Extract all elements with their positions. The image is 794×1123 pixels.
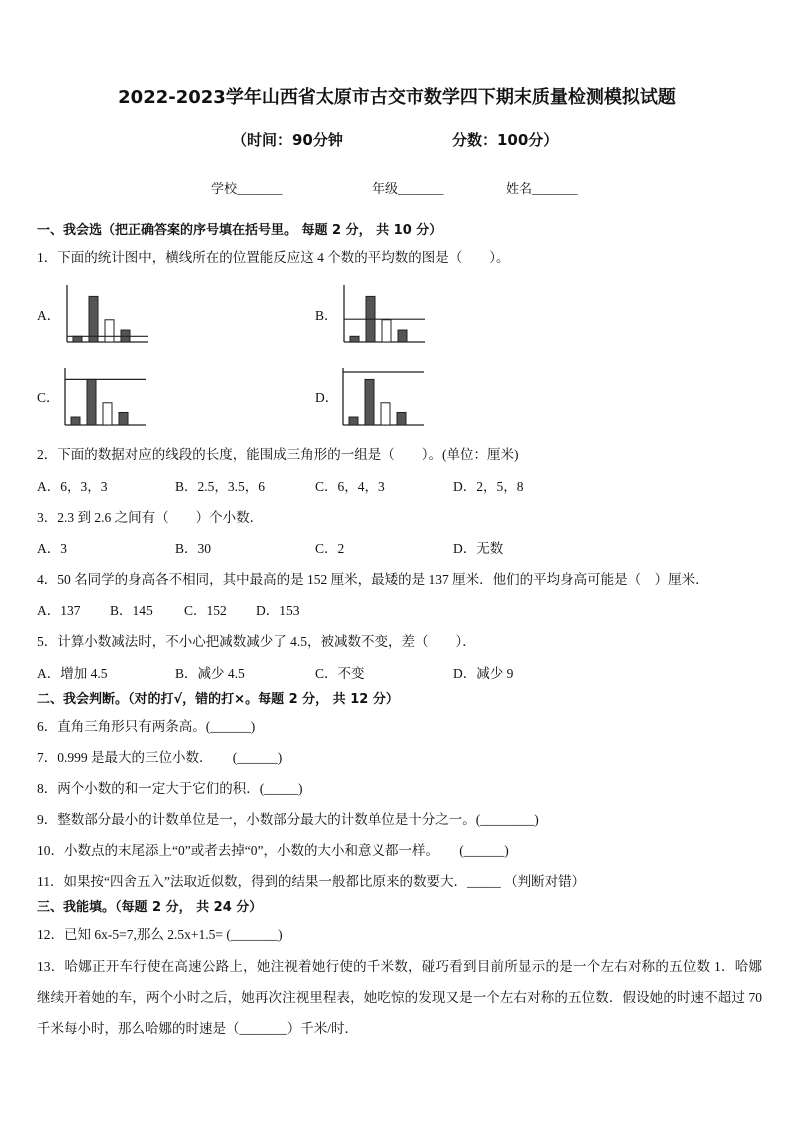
q5-option-c: C．不变 bbox=[315, 666, 365, 681]
q2-option-a: A．6，3，3 bbox=[37, 479, 108, 494]
question-13: 13．哈娜正开车行使在高速公路上，她注视着她行使的千米数，碰巧看到目前所显示的是一个左右对称的五位数 1．哈娜继续开着她的车，两个小时之后，她再次注视里程表，她吃惊的发现又是一个左右对称的五位数．假设她的时速不超过 70 千米每小时，那么哈娜的时速是（_______）千米/时． bbox=[37, 959, 762, 1036]
question-8: 8．两个小数的和一定大于它们的积．(_____) bbox=[37, 781, 303, 796]
exam-title: 2022-2023学年山西省太原市古交市数学四下期末质量检测模拟试题 bbox=[118, 87, 676, 108]
q3-option-a: A．3 bbox=[37, 541, 67, 556]
question-7: 7．0.999 是最大的三位小数． (______) bbox=[37, 750, 283, 765]
grade-field: 年级_______ bbox=[372, 181, 444, 196]
bar-2 bbox=[87, 379, 96, 425]
question-4: 4．50 名同学的身高各不相同，其中最高的是 152 厘米，最矮的是 137 厘米．他们的平均身高可能是（ ）厘米． bbox=[37, 572, 709, 587]
bar-3 bbox=[105, 320, 114, 342]
q1-option-a-chart bbox=[60, 280, 152, 346]
bar-3 bbox=[103, 403, 112, 425]
q3-option-d: D．无数 bbox=[453, 541, 504, 556]
question-11: 11．如果按“四舍五入”法取近似数，得到的结果一般都比原来的数要大．_____ （判断对错） bbox=[37, 874, 586, 889]
section-1-header: 一、我会选（把正确答案的序号填在括号里。 每题 2 分， 共 10 分） bbox=[37, 223, 443, 238]
q1-option-c-label: C． bbox=[37, 390, 60, 405]
bar-4 bbox=[398, 330, 407, 342]
q2-option-d: D．2，5，8 bbox=[453, 479, 524, 494]
q1-option-b-chart bbox=[337, 280, 429, 346]
question-2: 2．下面的数据对应的线段的长度，能围成三角形的一组是（ ）。(单位：厘米) bbox=[37, 447, 519, 462]
question-9: 9．整数部分最小的计数单位是一，小数部分最大的计数单位是十分之一。(________) bbox=[37, 812, 539, 827]
bar-2 bbox=[365, 379, 374, 425]
question-3: 3．2.3 到 2.6 之间有（ ）个小数． bbox=[37, 510, 264, 525]
q1-option-c-chart bbox=[58, 363, 150, 429]
q1-option-d-label: D． bbox=[315, 390, 339, 405]
q5-option-b: B．减少 4.5 bbox=[175, 666, 245, 681]
bar-3 bbox=[382, 320, 391, 342]
q4-option-a: A．137 bbox=[37, 603, 81, 618]
question-1: 1．下面的统计图中，横线所在的位置能反应这 4 个数的平均数的图是（ ）。 bbox=[37, 250, 510, 265]
question-6: 6．直角三角形只有两条高。(______) bbox=[37, 719, 256, 734]
name-field: 姓名_______ bbox=[506, 181, 578, 196]
q5-option-d: D．减少 9 bbox=[453, 666, 514, 681]
q2-option-c: C．6，4，3 bbox=[315, 479, 385, 494]
q1-option-d-chart bbox=[336, 363, 428, 429]
question-5: 5．计算小数减法时，不小心把减数减少了 4.5，被减数不变，差（ ）． bbox=[37, 634, 476, 649]
exam-score: 分数：100分） bbox=[452, 131, 559, 149]
q4-option-c: C．152 bbox=[184, 603, 227, 618]
q3-option-b: B．30 bbox=[175, 541, 212, 556]
bar-3 bbox=[381, 403, 390, 425]
bar-2 bbox=[89, 296, 98, 342]
bar-1 bbox=[350, 336, 359, 342]
question-12: 12．已知 6x-5=7,那么 2.5x+1.5= (_______) bbox=[37, 927, 283, 942]
section-2-header: 二、我会判断。（对的打√，错的打×。每题 2 分， 共 12 分） bbox=[37, 692, 399, 707]
bar-1 bbox=[73, 336, 82, 342]
q2-option-b: B．2.5，3.5，6 bbox=[175, 479, 266, 494]
bar-1 bbox=[349, 417, 358, 425]
exam-time: （时间：90分钟 bbox=[232, 131, 343, 149]
q1-option-b-label: B． bbox=[315, 308, 338, 323]
bar-4 bbox=[119, 412, 128, 425]
bar-4 bbox=[397, 412, 406, 425]
q3-option-c: C．2 bbox=[315, 541, 345, 556]
q4-option-d: D．153 bbox=[256, 603, 300, 618]
q1-option-a-label: A． bbox=[37, 308, 61, 323]
question-10: 10．小数点的末尾添上“0”或者去掉“0”，小数的大小和意义都一样。 (______) bbox=[37, 843, 509, 858]
q5-option-a: A．增加 4.5 bbox=[37, 666, 108, 681]
section-3-header: 三、我能填。（每题 2 分， 共 24 分） bbox=[37, 900, 263, 915]
school-field: 学校_______ bbox=[211, 181, 283, 196]
q4-option-b: B．145 bbox=[110, 603, 153, 618]
bar-1 bbox=[71, 417, 80, 425]
